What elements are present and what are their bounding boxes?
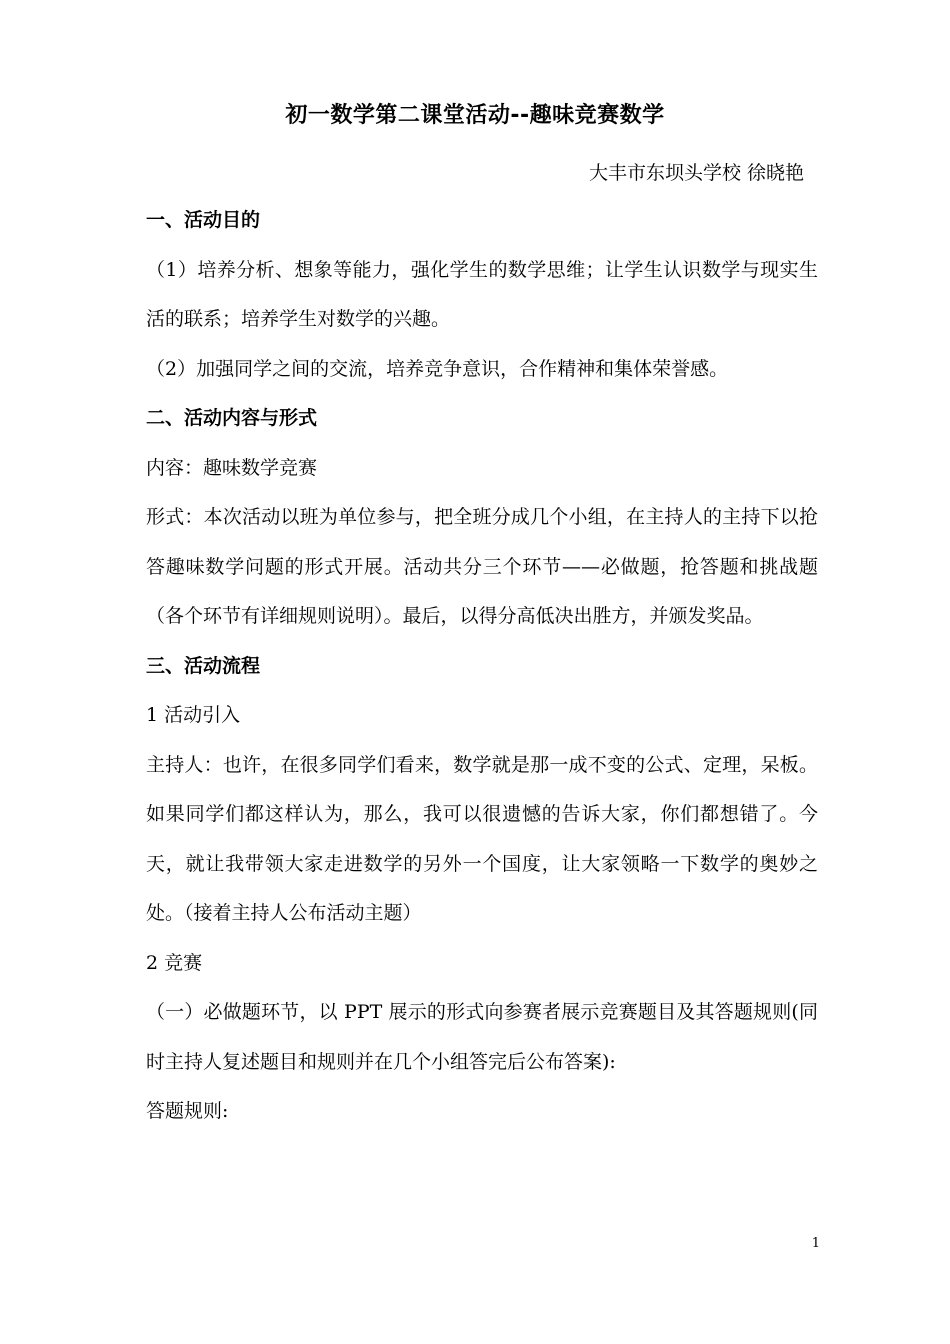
document-body bbox=[146, 196, 818, 1137]
paragraph-round-1: （一）必做题环节，以 PPT 展示的形式向参赛者展示竞赛题目及其答题规则(同时主持人复述题目和规则并在几个小组答完后公布答案): bbox=[146, 1001, 818, 1073]
paragraph-step-1: 1 活动引入 bbox=[146, 704, 241, 726]
paragraph-form: 形式：本次活动以班为单位参与，把全班分成几个小组，在主持人的主持下以抢答趣味数学问题的形式开展。活动共分三个环节——必做题，抢答题和挑战题（各个环节有详细规则说明）。最后，以得分高低决出胜方，并颁发奖品。 bbox=[146, 506, 818, 627]
section-heading-process: 三、活动流程 bbox=[146, 654, 261, 677]
section-heading-purpose: 一、活动目的 bbox=[146, 209, 261, 231]
paragraph-content: 内容：趣味数学竞赛 bbox=[146, 456, 318, 479]
document-title: 初一数学第二课堂活动--趣味竞赛数学 bbox=[285, 103, 665, 128]
page-number: 1 bbox=[811, 1236, 820, 1251]
paragraph-purpose-2: （2）加强同学之间的交流，培养竞争意识，合作精神和集体荣誉感。 bbox=[146, 357, 729, 380]
paragraph-step-2: 2 竞赛 bbox=[146, 951, 203, 974]
document-author: 大丰市东坝头学校 徐晓艳 bbox=[588, 162, 804, 184]
paragraph-purpose-1: （1）培养分析、想象等能力，强化学生的数学思维；让学生认识数学与现实生活的联系；培养学生对数学的兴趣。 bbox=[146, 258, 818, 330]
paragraph-rules: 答题规则: bbox=[146, 1100, 229, 1122]
paragraph-host-speech: 主持人：也许，在很多同学们看来，数学就是那一成不变的公式、定理，呆板。如果同学们都这样认为，那么，我可以很遗憾的告诉大家，你们都想错了。今天，就让我带领大家走进数学的另外一个国度，让大家领略一下数学的奥妙之处。（接着主持人公布活动主题） bbox=[146, 753, 818, 924]
section-heading-content-form: 二、活动内容与形式 bbox=[146, 407, 318, 429]
